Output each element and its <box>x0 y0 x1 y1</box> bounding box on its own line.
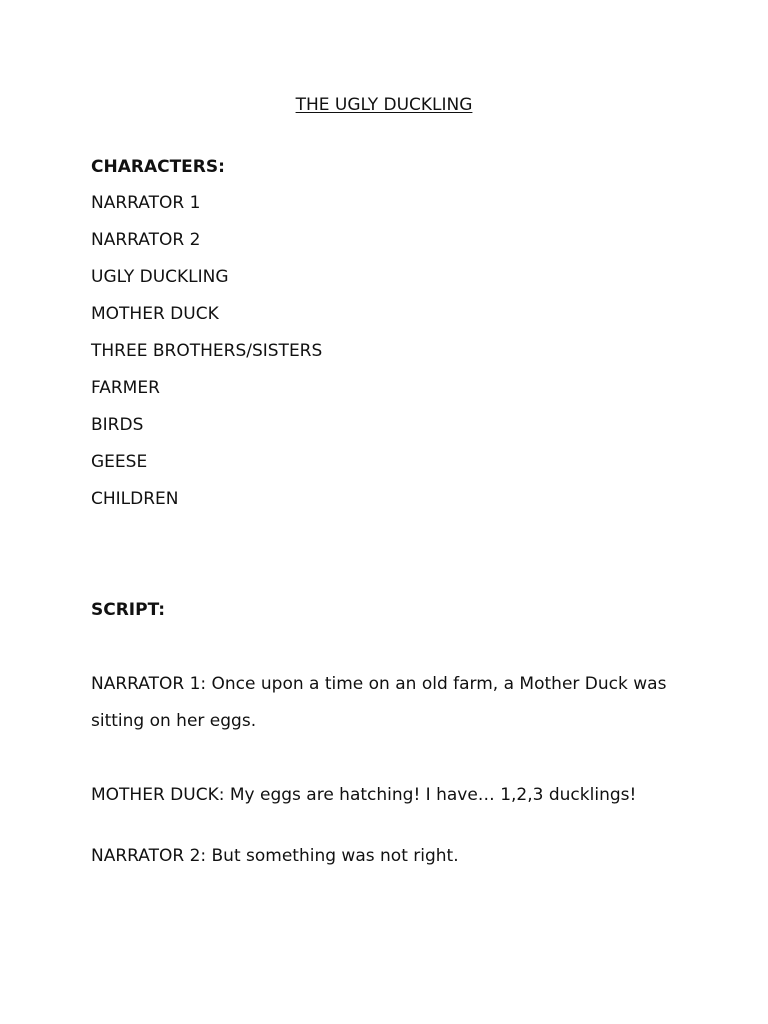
character-item: NARRATOR 2 <box>91 230 201 250</box>
script-line: MOTHER DUCK: My eggs are hatching! I have… 1,2,3 ducklings! <box>91 785 637 805</box>
script-line: NARRATOR 2: But something was not right. <box>91 846 459 866</box>
character-item: BIRDS <box>91 415 144 435</box>
characters-heading: CHARACTERS: <box>91 157 225 177</box>
character-item: UGLY DUCKLING <box>91 267 229 287</box>
document-title: THE UGLY DUCKLING <box>295 95 473 115</box>
character-item: NARRATOR 1 <box>91 193 201 213</box>
character-item: MOTHER DUCK <box>91 304 219 324</box>
script-line: NARRATOR 1: Once upon a time on an old farm, a Mother Duck was <box>91 674 667 694</box>
script-line: sitting on her eggs. <box>91 711 257 731</box>
character-item: FARMER <box>91 378 160 398</box>
character-item: GEESE <box>91 452 148 472</box>
script-heading: SCRIPT: <box>91 600 166 620</box>
character-item: THREE BROTHERS/SISTERS <box>91 341 323 361</box>
character-item: CHILDREN <box>91 489 179 509</box>
